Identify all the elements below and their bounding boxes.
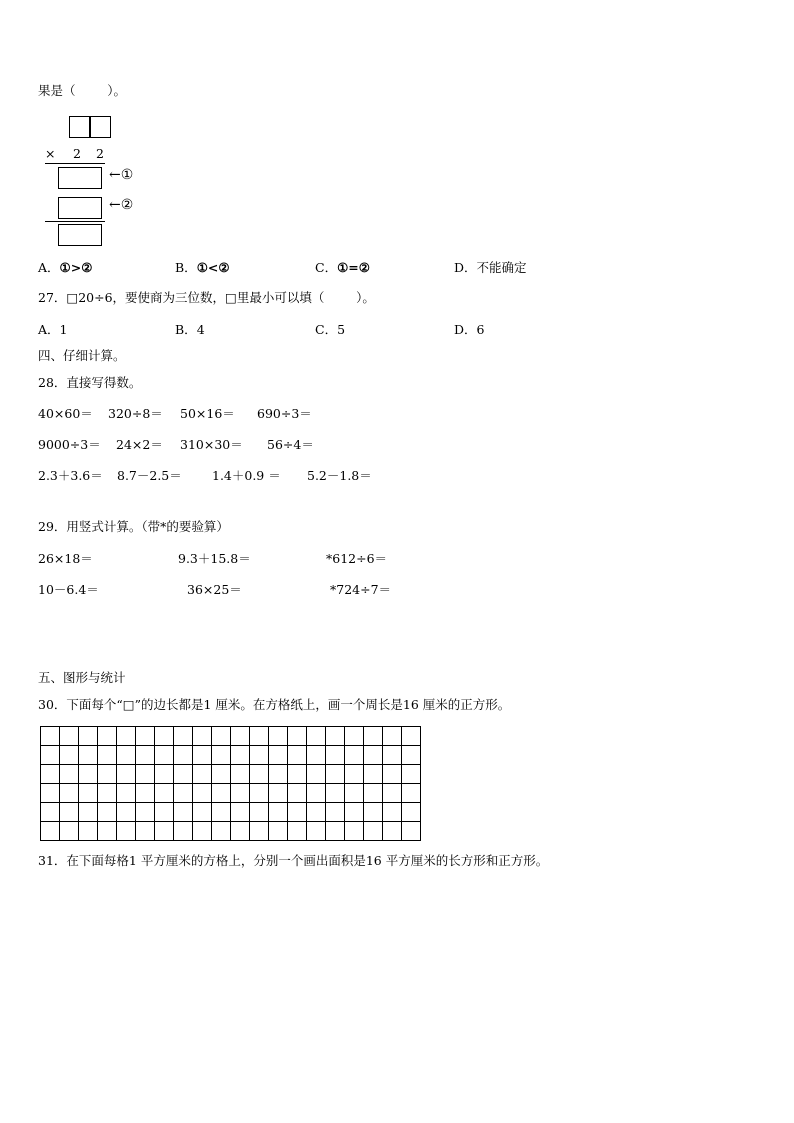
q29-problem: *612÷6＝ (326, 551, 388, 566)
product-line (45, 163, 105, 164)
grid-cell[interactable] (383, 746, 402, 765)
grid-cell[interactable] (402, 822, 421, 841)
grid-cell[interactable] (60, 765, 79, 784)
grid-cell[interactable] (41, 765, 60, 784)
q28-problem: 310×30＝ (180, 437, 243, 452)
grid-cell[interactable] (98, 746, 117, 765)
grid-cell[interactable] (383, 765, 402, 784)
q28-problem: 50×16＝ (180, 406, 235, 421)
grid-cell[interactable] (212, 765, 231, 784)
grid-cell[interactable] (193, 784, 212, 803)
grid-cell[interactable] (345, 765, 364, 784)
grid-cell[interactable] (98, 765, 117, 784)
grid-cell[interactable] (364, 822, 383, 841)
grid-cell[interactable] (326, 822, 345, 841)
grid-cell[interactable] (60, 803, 79, 822)
grid-cell[interactable] (117, 784, 136, 803)
grid-cell[interactable] (212, 727, 231, 746)
q27-option-b[interactable]: B．4 (175, 322, 205, 337)
grid-cell[interactable] (193, 746, 212, 765)
grid-cell[interactable] (193, 822, 212, 841)
grid-cell[interactable] (98, 784, 117, 803)
grid-cell[interactable] (345, 803, 364, 822)
q28-problem: 40×60＝ (38, 406, 93, 421)
grid-cell[interactable] (136, 803, 155, 822)
grid-cell[interactable] (155, 803, 174, 822)
grid-cell[interactable] (41, 822, 60, 841)
grid-cell[interactable] (288, 803, 307, 822)
grid-cell[interactable] (402, 803, 421, 822)
grid-cell[interactable] (326, 765, 345, 784)
q28-problem: 5.2－1.8＝ (307, 468, 372, 483)
grid-cell[interactable] (269, 765, 288, 784)
grid-cell[interactable] (98, 727, 117, 746)
grid-cell[interactable] (364, 803, 383, 822)
grid-cell[interactable] (345, 746, 364, 765)
grid-cell[interactable] (402, 765, 421, 784)
q29-title: 29．用竖式计算。（带*的要验算） (38, 519, 229, 534)
digit-box-ones (90, 116, 111, 138)
grid-cell[interactable] (79, 765, 98, 784)
grid-cell[interactable] (231, 727, 250, 746)
q26-option-a[interactable]: A．①>② (38, 260, 93, 275)
grid-cell[interactable] (60, 727, 79, 746)
grid-cell[interactable] (174, 746, 193, 765)
grid-cell[interactable] (383, 822, 402, 841)
arrow-label-2: ←② (109, 197, 134, 213)
grid-row (41, 822, 421, 841)
grid-row (41, 784, 421, 803)
grid-cell[interactable] (60, 822, 79, 841)
grid-cell[interactable] (269, 822, 288, 841)
grid-cell[interactable] (117, 822, 136, 841)
grid-cell[interactable] (60, 746, 79, 765)
grid-row (41, 803, 421, 822)
grid-cell[interactable] (79, 822, 98, 841)
grid-cell[interactable] (155, 822, 174, 841)
grid-cell[interactable] (326, 727, 345, 746)
grid-cell[interactable] (174, 765, 193, 784)
q28-problem: 9000÷3＝ (38, 437, 101, 452)
grid-cell[interactable] (402, 784, 421, 803)
grid-cell[interactable] (345, 727, 364, 746)
multiply-sign: × (45, 146, 56, 161)
partial-product-box-1 (58, 167, 102, 189)
grid-cell[interactable] (364, 784, 383, 803)
partial-product-box-2 (58, 197, 102, 219)
grid-cell[interactable] (231, 746, 250, 765)
grid-cell[interactable] (383, 803, 402, 822)
grid-cell[interactable] (250, 746, 269, 765)
grid-cell[interactable] (231, 803, 250, 822)
q26-option-c[interactable]: C．①=② (315, 260, 370, 275)
grid-cell[interactable] (250, 822, 269, 841)
q28-title: 28．直接写得数。 (38, 375, 142, 390)
grid-cell[interactable] (250, 727, 269, 746)
grid-cell[interactable] (307, 822, 326, 841)
q29-problem: *724÷7＝ (330, 582, 392, 597)
grid-cell[interactable] (269, 803, 288, 822)
q27-option-a[interactable]: A．1 (38, 322, 68, 337)
grid-cell[interactable] (212, 784, 231, 803)
grid-cell[interactable] (41, 746, 60, 765)
grid-cell[interactable] (231, 822, 250, 841)
arrow-label-1: ←① (109, 167, 134, 183)
grid-cell[interactable] (136, 746, 155, 765)
grid-cell[interactable] (79, 727, 98, 746)
grid-cell[interactable] (269, 746, 288, 765)
q27-option-d[interactable]: D．6 (454, 322, 485, 337)
grid-cell[interactable] (174, 803, 193, 822)
multiplier-digit-ones: 2 (96, 146, 104, 161)
grid-cell[interactable] (193, 765, 212, 784)
q27-option-c[interactable]: C．5 (315, 322, 346, 337)
section-4-title: 四、仔细计算。 (38, 348, 126, 363)
q28-problem: 320÷8＝ (108, 406, 163, 421)
grid-cell[interactable] (345, 784, 364, 803)
q30-title: 30．下面每个“□”的边长都是1 厘米。在方格纸上，画一个周长是16 厘米的正方形。 (38, 697, 511, 712)
q28-problem: 8.7－2.5＝ (117, 468, 182, 483)
grid-cell[interactable] (79, 803, 98, 822)
grid-cell[interactable] (136, 765, 155, 784)
grid-cell[interactable] (326, 784, 345, 803)
square-grid[interactable] (40, 726, 421, 841)
grid-cell[interactable] (98, 803, 117, 822)
grid-row (41, 765, 421, 784)
q28-problem: 2.3＋3.6＝ (38, 468, 103, 483)
q26-stem-end: 果是（ ）。 (38, 83, 127, 98)
grid-cell[interactable] (174, 727, 193, 746)
grid-cell[interactable] (60, 784, 79, 803)
grid-cell[interactable] (136, 822, 155, 841)
q28-problem: 24×2＝ (116, 437, 163, 452)
grid-cell[interactable] (231, 784, 250, 803)
grid-cell[interactable] (383, 727, 402, 746)
grid-cell[interactable] (364, 727, 383, 746)
grid-cell[interactable] (307, 746, 326, 765)
grid-cell[interactable] (41, 727, 60, 746)
grid-cell[interactable] (155, 784, 174, 803)
grid-cell[interactable] (136, 727, 155, 746)
grid-cell[interactable] (383, 784, 402, 803)
grid-cell[interactable] (212, 803, 231, 822)
grid-cell[interactable] (212, 822, 231, 841)
grid-cell[interactable] (231, 765, 250, 784)
grid-cell[interactable] (326, 746, 345, 765)
sum-line (45, 221, 105, 222)
q29-problem: 10－6.4＝ (38, 582, 99, 597)
grid-cell[interactable] (307, 784, 326, 803)
grid-cell[interactable] (288, 727, 307, 746)
q29-problem: 36×25＝ (187, 582, 242, 597)
grid-cell[interactable] (98, 822, 117, 841)
grid-cell[interactable] (155, 765, 174, 784)
grid-cell[interactable] (250, 765, 269, 784)
grid-cell[interactable] (41, 803, 60, 822)
grid-cell[interactable] (307, 765, 326, 784)
grid-cell[interactable] (193, 727, 212, 746)
result-box (58, 224, 102, 246)
grid-row (41, 727, 421, 746)
grid-cell[interactable] (326, 803, 345, 822)
grid-cell[interactable] (250, 803, 269, 822)
grid-cell[interactable] (117, 765, 136, 784)
grid-cell[interactable] (288, 784, 307, 803)
grid-cell[interactable] (212, 746, 231, 765)
grid-cell[interactable] (345, 822, 364, 841)
grid-cell[interactable] (41, 784, 60, 803)
q27-stem: 27．□20÷6，要使商为三位数，□里最小可以填（ ）。 (38, 290, 375, 305)
q31-title: 31．在下面每格1 平方厘米的方格上，分别一个画出面积是16 平方厘米的长方形和正方形。 (38, 853, 549, 868)
q26-option-b[interactable]: B．①<② (175, 260, 230, 275)
grid-cell[interactable] (288, 822, 307, 841)
q29-problem: 26×18＝ (38, 551, 93, 566)
grid-cell[interactable] (402, 746, 421, 765)
grid-cell[interactable] (136, 784, 155, 803)
grid-cell[interactable] (364, 746, 383, 765)
grid-cell[interactable] (402, 727, 421, 746)
grid-cell[interactable] (288, 746, 307, 765)
grid-cell[interactable] (174, 784, 193, 803)
multiplier-digit-tens: 2 (73, 146, 81, 161)
grid-cell[interactable] (117, 746, 136, 765)
q28-problem: 1.4＋0.9 ＝ (212, 468, 281, 483)
grid-cell[interactable] (117, 727, 136, 746)
grid-cell[interactable] (174, 822, 193, 841)
grid-cell[interactable] (155, 746, 174, 765)
grid-cell[interactable] (307, 727, 326, 746)
q28-problem: 56÷4＝ (267, 437, 314, 452)
grid-cell[interactable] (288, 765, 307, 784)
grid-cell[interactable] (269, 727, 288, 746)
digit-box-tens (69, 116, 90, 138)
grid-cell[interactable] (117, 803, 136, 822)
q29-problem: 9.3＋15.8＝ (178, 551, 251, 566)
grid-cell[interactable] (364, 765, 383, 784)
grid-cell[interactable] (250, 784, 269, 803)
grid-cell[interactable] (79, 746, 98, 765)
q28-problem: 690÷3＝ (257, 406, 312, 421)
grid-row (41, 746, 421, 765)
grid-cell[interactable] (307, 803, 326, 822)
section-5-title: 五、图形与统计 (38, 670, 126, 685)
grid-cell[interactable] (193, 803, 212, 822)
q26-option-d[interactable]: D．不能确定 (454, 260, 527, 275)
grid-cell[interactable] (269, 784, 288, 803)
grid-cell[interactable] (79, 784, 98, 803)
grid-cell[interactable] (155, 727, 174, 746)
